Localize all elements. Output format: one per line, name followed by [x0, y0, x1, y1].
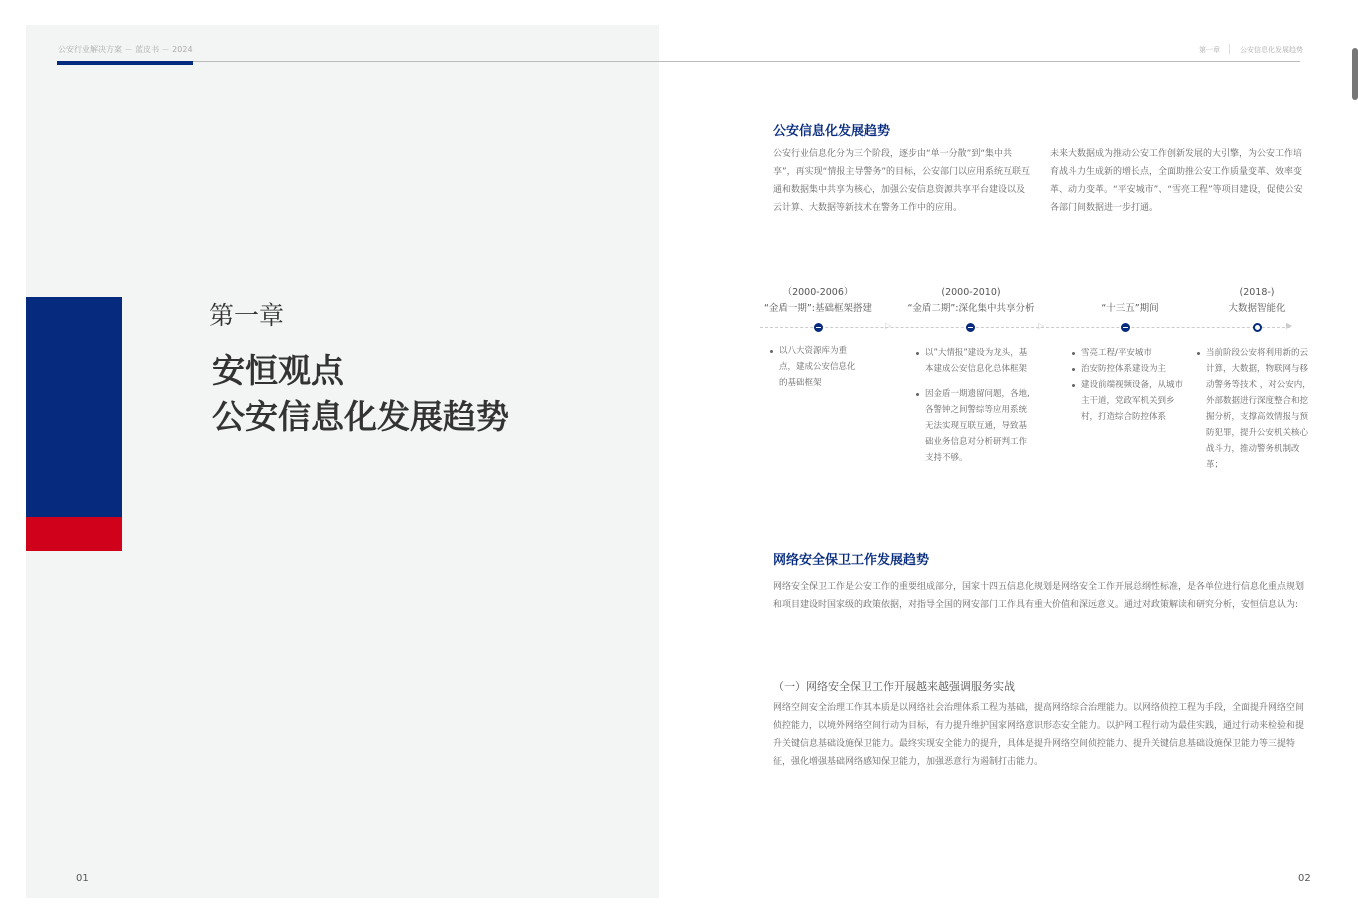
- timeline-dot: [814, 323, 823, 332]
- timeline-arrow-icon: ▶: [1286, 321, 1293, 330]
- blue-block: [26, 297, 122, 517]
- scrollbar[interactable]: [1352, 48, 1358, 100]
- timeline-arrow-icon: ▷: [885, 321, 892, 330]
- phase-name: 大数据智能化: [1228, 303, 1286, 314]
- timeline-dot-current: [1253, 323, 1262, 332]
- period: (2000-2010): [941, 287, 1001, 298]
- section1-para1: 公安行业信息化分为三个阶段，逐步由“单一分散”到“集中共享”，再实现“情报主导警务”的目标，公安部门以应用系统互联互通和数据集中共享为核心，加强公安信息资源共享平台建设以及云计算、大数据等新技术在警务工作中的应用。: [773, 149, 1030, 213]
- page-number-left: 01: [76, 873, 89, 884]
- list-item: 当前阶段公安将利用新的云计算，大数据，物联网与移动警务等技术 ，对公安内，外部数据进行深度整合和挖掘分析，支撑高效情报与预防犯罪，提升公安机关核心战斗力，推动警务机制改革；: [1197, 345, 1311, 473]
- section2-para: 网络安全保卫工作是公安工作的重要组成部分，国家十四五信息化规划是网络安全工作开展总纲性标准，是各单位进行信息化重点规划和项目建设时国家级的政策依据，对指导全国的网安部门工作具有重大价值和深远意义。通过对政策解读和研究分析，安恒信息认为:: [773, 582, 1305, 610]
- title-line-2: 公安信息化发展趋势: [212, 397, 509, 436]
- header-separator: [1229, 44, 1230, 54]
- phase-name: “十三五”期间: [1101, 303, 1159, 314]
- timeline-dot: [966, 323, 975, 332]
- list-item: 以八大资源库为重点，建成公安信息化的基础框架: [770, 343, 860, 391]
- timeline-arrow-icon: ▷: [1038, 321, 1045, 330]
- period: （2000-2006）: [782, 287, 854, 298]
- section1-title: 公安信息化发展趋势: [773, 124, 891, 139]
- header-accent-bar: [57, 61, 193, 65]
- timeline-line: [760, 327, 1290, 328]
- phase-name: “金盾二期”:深化集中共享分析: [907, 303, 1035, 314]
- red-block: [26, 517, 122, 551]
- chapter-label: 第一章: [209, 301, 285, 330]
- timeline-items-4: [1197, 345, 1311, 473]
- section2-subtitle: （一）网络安全保卫工作开展越来越强调服务实战: [773, 680, 1015, 693]
- list-item: 以”大情报”建设为龙头，基本建成公安信息化总体框架: [916, 345, 1032, 377]
- list-item: 治安防控体系建设为主: [1072, 361, 1186, 377]
- section2-subpara: 网络空间安全治理工作其本质是以网络社会治理体系工程为基础，提高网络综合治理能力。以网络侦控工程为手段，全面提升网络空间侦控能力，以境外网络空间行动为目标，有力提升维护国家网络意识形态安全能力。以护网工程行动为最佳实践，通过行动来检验和提升关键信息基础设施保卫能力。最终实现安全能力的提升，具体是提升网络空间侦控能力、提升关键信息基础设施保卫能力等三提特征，强化增强基础网络感知保卫能力，加强恶意行为遏制打击能力。: [773, 703, 1305, 767]
- list-item: 因金盾一期遗留问题，各地,各警钟之间警综等应用系统无法实现互联互通，导致基础业务信息对分析研判工作支持不够。: [916, 386, 1032, 466]
- title-line-1: 安恒观点: [212, 351, 344, 390]
- timeline-heading-2: [891, 285, 1051, 317]
- right-header-chapter: 第一章: [1199, 46, 1220, 54]
- list-item: 雪亮工程/平安城市: [1072, 345, 1186, 361]
- section2-title: 网络安全保卫工作发展趋势: [773, 553, 930, 568]
- page-title: [212, 348, 509, 440]
- timeline-items-1: [770, 343, 860, 391]
- timeline-items-2: [916, 345, 1032, 466]
- phase-name: “金盾一期”:基础框架搭建: [763, 303, 873, 314]
- right-header-section: 公安信息化发展趋势: [1240, 46, 1303, 54]
- list-item: 建设前端视频设备，从城市主干道，党政军机关到乡村，打造综合防控体系: [1072, 377, 1186, 425]
- page-number-right: 02: [1298, 873, 1311, 884]
- timeline-items-3: [1072, 345, 1186, 425]
- left-header: 公安行业解决方案 － 蓝皮书 － 2024: [58, 45, 193, 54]
- timeline-dot: [1121, 323, 1130, 332]
- timeline-heading-1: [738, 285, 898, 317]
- section1-para2: 未来大数据成为推动公安工作创新发展的大引擎，为公安工作培育战斗力生成新的增长点，全面助推公安工作质量变革、效率变革、动力变革。“平安城市”、“雪亮工程”等项目建设，促使公安各部门间数据进一步打通。: [1050, 149, 1303, 213]
- header-divider: [57, 61, 1300, 62]
- timeline-heading-4: [1177, 285, 1337, 317]
- period: (2018-): [1239, 287, 1275, 298]
